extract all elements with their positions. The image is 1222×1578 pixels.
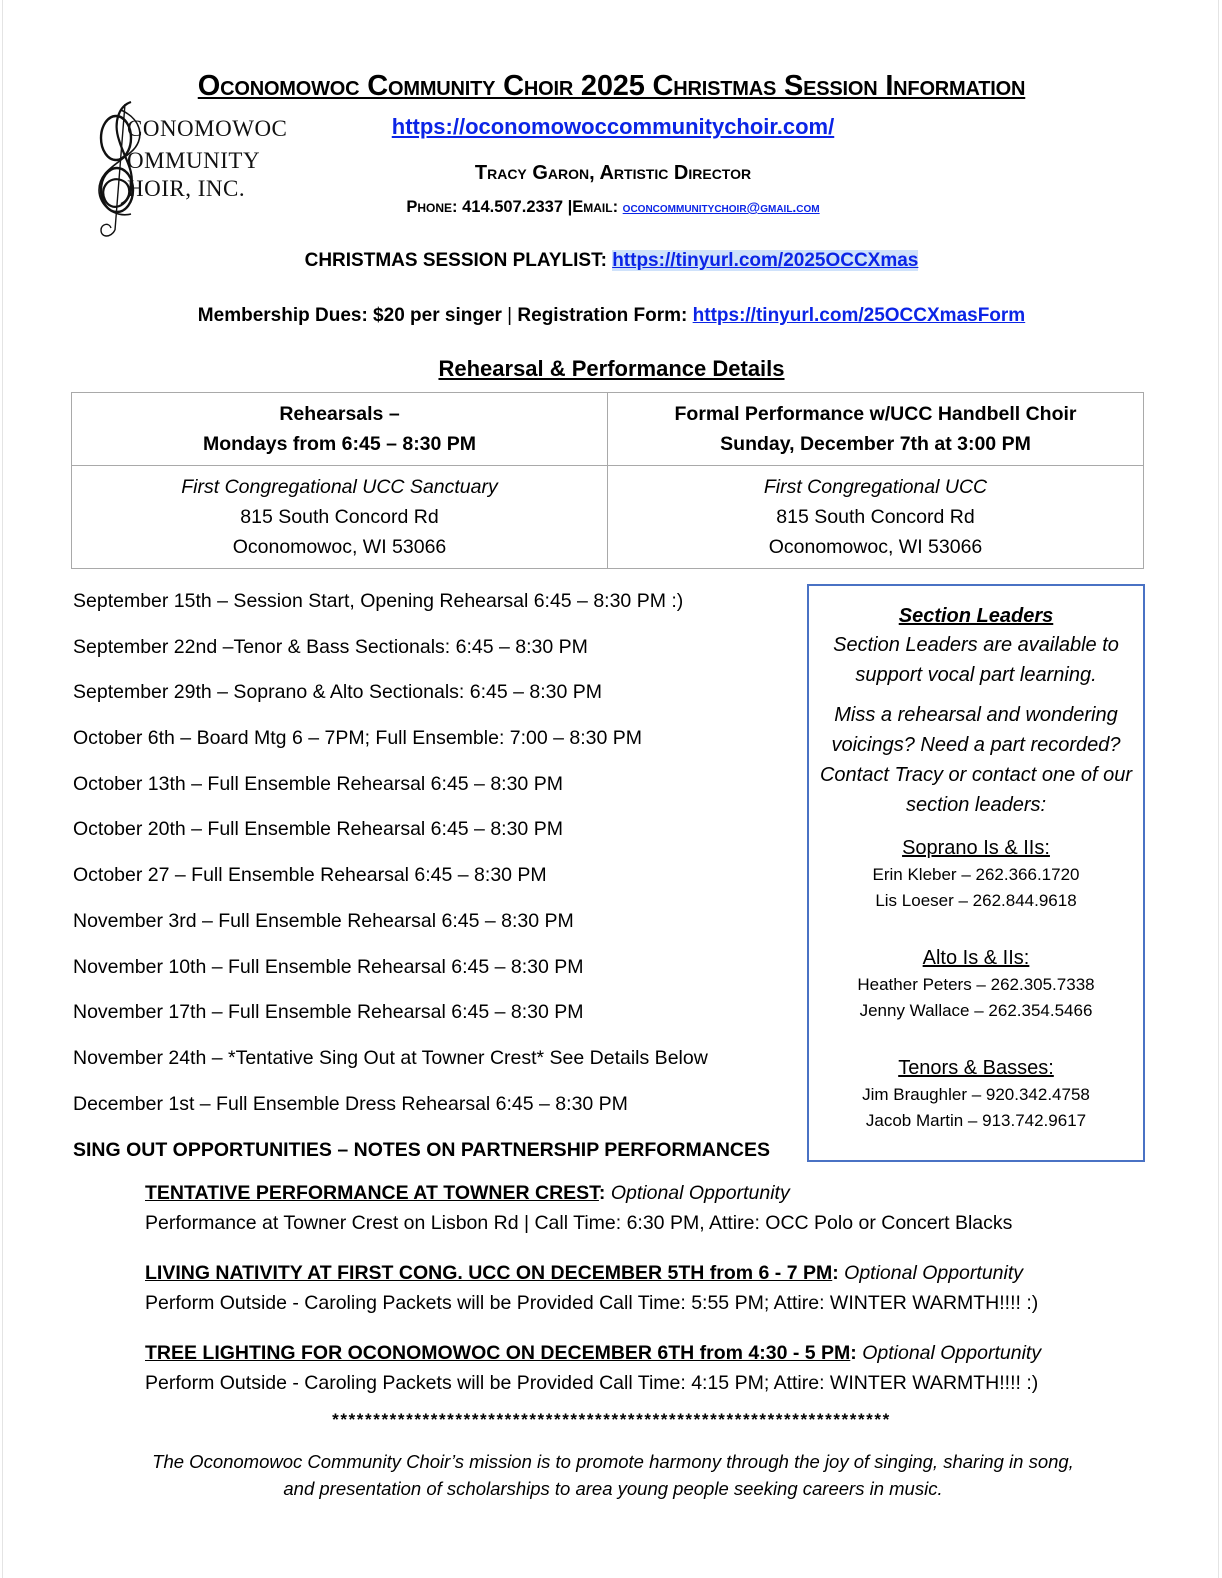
rehearsals-venue	[72, 466, 608, 569]
sing-out-tag: Optional Opportunity	[610, 1182, 790, 1204]
sing-out-title: TENTATIVE PERFORMANCE AT TOWNER CREST	[145, 1182, 599, 1204]
rehearsals-address-1: 815 South Concord Rd	[240, 506, 439, 528]
performance-venue	[608, 466, 1144, 569]
schedule-item: November 17th – Full Ensemble Rehearsal 6:45 – 8:30 PM	[73, 1001, 584, 1024]
mission-line-2: and presentation of scholarships to area young people seeking careers in music.	[283, 1478, 943, 1499]
sing-out-details: Perform Outside - Caroling Packets will be Provided Call Time: 5:55 PM; Attire: WINTER WARMTH!!!! :)	[145, 1292, 1039, 1314]
sing-out-tag: Optional Opportunity	[844, 1262, 1024, 1284]
leader-contact: Heather Peters – 262.305.7338	[857, 975, 1095, 994]
rehearsals-address-2: Oconomowoc, WI 53066	[232, 536, 447, 558]
mission-line-1: The Oconomowoc Community Choir’s mission is to promote harmony through the joy of singing, sharing in song,	[152, 1451, 1074, 1472]
logo-line-3: HOIR, INC.	[127, 176, 246, 201]
asterisk-divider: ********************************************************************	[332, 1410, 891, 1429]
artistic-director: Tracy Garon, Artistic Director	[474, 162, 752, 184]
schedule-item: October 6th – Board Mtg 6 – 7PM; Full Ensemble: 7:00 – 8:30 PM	[73, 727, 643, 750]
website-line	[273, 114, 953, 140]
rehearsal-schedule	[73, 586, 803, 1134]
phone-number: 414.507.2337	[462, 198, 564, 216]
details-header-row	[72, 393, 1144, 466]
schedule-item: September 22nd –Tenor & Bass Sectionals: 6:45 – 8:30 PM	[73, 635, 588, 658]
leader-contact: Jim Braughler – 920.342.4758	[862, 1085, 1090, 1104]
sing-out-title: TREE LIGHTING FOR OCONOMOWOC ON DECEMBER 6TH from 4:30 - 5 PM	[145, 1342, 851, 1364]
performance-time: Sunday, December 7th at 3:00 PM	[720, 433, 1031, 455]
contact-line	[273, 198, 953, 217]
rehearsals-venue-name: First Congregational UCC Sanctuary	[181, 476, 498, 498]
playlist-link[interactable]: https://tinyurl.com/2025OCCXmas	[612, 250, 919, 271]
section-leaders-title: Section Leaders	[898, 605, 1054, 627]
form-label: Registration Form:	[517, 305, 688, 326]
rehearsals-header	[72, 393, 608, 466]
phone-label: Phone:	[406, 198, 458, 216]
details-table	[71, 392, 1144, 569]
leader-group-alto	[809, 944, 1143, 1024]
rehearsals-title: Rehearsals –	[279, 403, 400, 425]
schedule-item: October 20th – Full Ensemble Rehearsal 6:45 – 8:30 PM	[73, 818, 563, 841]
schedule-item: November 24th – *Tentative Sing Out at Towner Crest* See Details Below	[73, 1046, 708, 1069]
dues-separator: |	[501, 305, 518, 326]
logo-line-1: CONOMOWOC	[127, 116, 288, 141]
section-leaders-box	[807, 584, 1145, 1162]
email-label: Email:	[572, 198, 619, 216]
section-leaders-intro: Section Leaders are available to support vocal part learning.	[833, 634, 1119, 686]
page-title: Oconomowoc Community Choir 2025 Christmas Session Information	[197, 70, 1026, 102]
leader-group-tenor-bass	[809, 1054, 1143, 1134]
schedule-item: September 29th – Soprano & Alto Sectionals: 6:45 – 8:30 PM	[73, 681, 603, 704]
leader-contact: Erin Kleber – 262.366.1720	[872, 865, 1080, 884]
playlist-label: CHRISTMAS SESSION PLAYLIST:	[304, 250, 607, 271]
sing-out-details: Perform Outside - Caroling Packets will be Provided Call Time: 4:15 PM; Attire: WINTER WARMTH!!!! :)	[145, 1372, 1039, 1394]
sing-out-list	[145, 1178, 1205, 1418]
schedule-item: December 1st – Full Ensemble Dress Rehearsal 6:45 – 8:30 PM	[73, 1092, 628, 1115]
email-link[interactable]: oconcommunitychoir@gmail.com	[622, 199, 820, 215]
dues-text: Membership Dues: $20 per singer	[197, 305, 502, 326]
performance-title: Formal Performance w/UCC Handbell Choir	[674, 403, 1077, 425]
leader-contact: Jenny Wallace – 262.354.5466	[859, 1001, 1093, 1020]
leader-contact: Jacob Martin – 913.742.9617	[865, 1111, 1087, 1130]
schedule-item: October 13th – Full Ensemble Rehearsal 6:45 – 8:30 PM	[73, 772, 563, 795]
leader-group-soprano	[809, 834, 1143, 914]
schedule-item: October 27 – Full Ensemble Rehearsal 6:45 – 8:30 PM	[73, 864, 547, 887]
logo-line-2: OMMUNITY	[127, 148, 261, 173]
rehearsals-time: Mondays from 6:45 – 8:30 PM	[202, 433, 477, 455]
sing-out-details: Performance at Towner Crest on Lisbon Rd | Call Time: 6:30 PM, Attire: OCC Polo or Concert Blacks	[145, 1212, 1013, 1234]
leader-contact: Lis Loeser – 262.844.9618	[875, 891, 1077, 910]
leader-group-title: Tenors & Basses:	[898, 1057, 1054, 1079]
playlist-line	[3, 250, 1220, 272]
schedule-item: November 10th – Full Ensemble Rehearsal 6:45 – 8:30 PM	[73, 955, 584, 978]
sing-out-item: TREE LIGHTING FOR OCONOMOWOC ON DECEMBER 6TH from 4:30 - 5 PM: Optional Opportunity Perform Outside - Caroling Packets will be Provided Call Time: 4:15 PM; Attire: WINTER WARMTH!!!! :)	[145, 1338, 1205, 1398]
schedule-item: September 15th – Session Start, Opening Rehearsal 6:45 – 8:30 PM :)	[73, 590, 684, 612]
sing-out-title: LIVING NATIVITY AT FIRST CONG. UCC ON DECEMBER 5TH from 6 - 7 PM	[145, 1262, 833, 1284]
sing-out-heading: SING OUT OPPORTUNITIES – NOTES ON PARTNERSHIP PERFORMANCES	[73, 1139, 771, 1161]
website-link[interactable]: https://oconomowoccommunitychoir.com/	[391, 114, 835, 139]
performance-address-2: Oconomowoc, WI 53066	[768, 536, 983, 558]
schedule-item: November 3rd – Full Ensemble Rehearsal 6:45 – 8:30 PM	[73, 909, 574, 932]
performance-venue-name: First Congregational UCC	[763, 476, 988, 498]
sing-out-tag: Optional Opportunity	[862, 1342, 1042, 1364]
document-page	[2, 0, 1219, 1578]
details-venue-row	[72, 466, 1144, 569]
sing-out-item: TENTATIVE PERFORMANCE AT TOWNER CREST: Optional Opportunity Performance at Towner Crest on Lisbon Rd | Call Time: 6:30 PM, Attire: OCC Polo or Concert Blacks	[145, 1178, 1205, 1238]
section-leaders-help: Miss a rehearsal and wondering voicings? Need a part recorded? Contact Tracy or contact one of our section leaders:	[819, 704, 1132, 816]
registration-form-link[interactable]: https://tinyurl.com/25OCCXmasForm	[692, 305, 1026, 326]
contact-separator: |	[567, 198, 573, 216]
details-heading: Rehearsal & Performance Details	[438, 356, 785, 381]
mission-statement	[63, 1448, 1163, 1502]
sing-out-item: LIVING NATIVITY AT FIRST CONG. UCC ON DECEMBER 5TH from 6 - 7 PM: Optional Opportunity Perform Outside - Caroling Packets will be Provided Call Time: 5:55 PM; Attire: WINTER WARMTH!!!! :)	[145, 1258, 1205, 1318]
dues-line	[3, 305, 1220, 327]
leader-group-title: Alto Is & IIs:	[922, 947, 1030, 969]
performance-header	[608, 393, 1144, 466]
leader-group-title: Soprano Is & IIs:	[902, 837, 1050, 859]
performance-address-1: 815 South Concord Rd	[776, 506, 975, 528]
